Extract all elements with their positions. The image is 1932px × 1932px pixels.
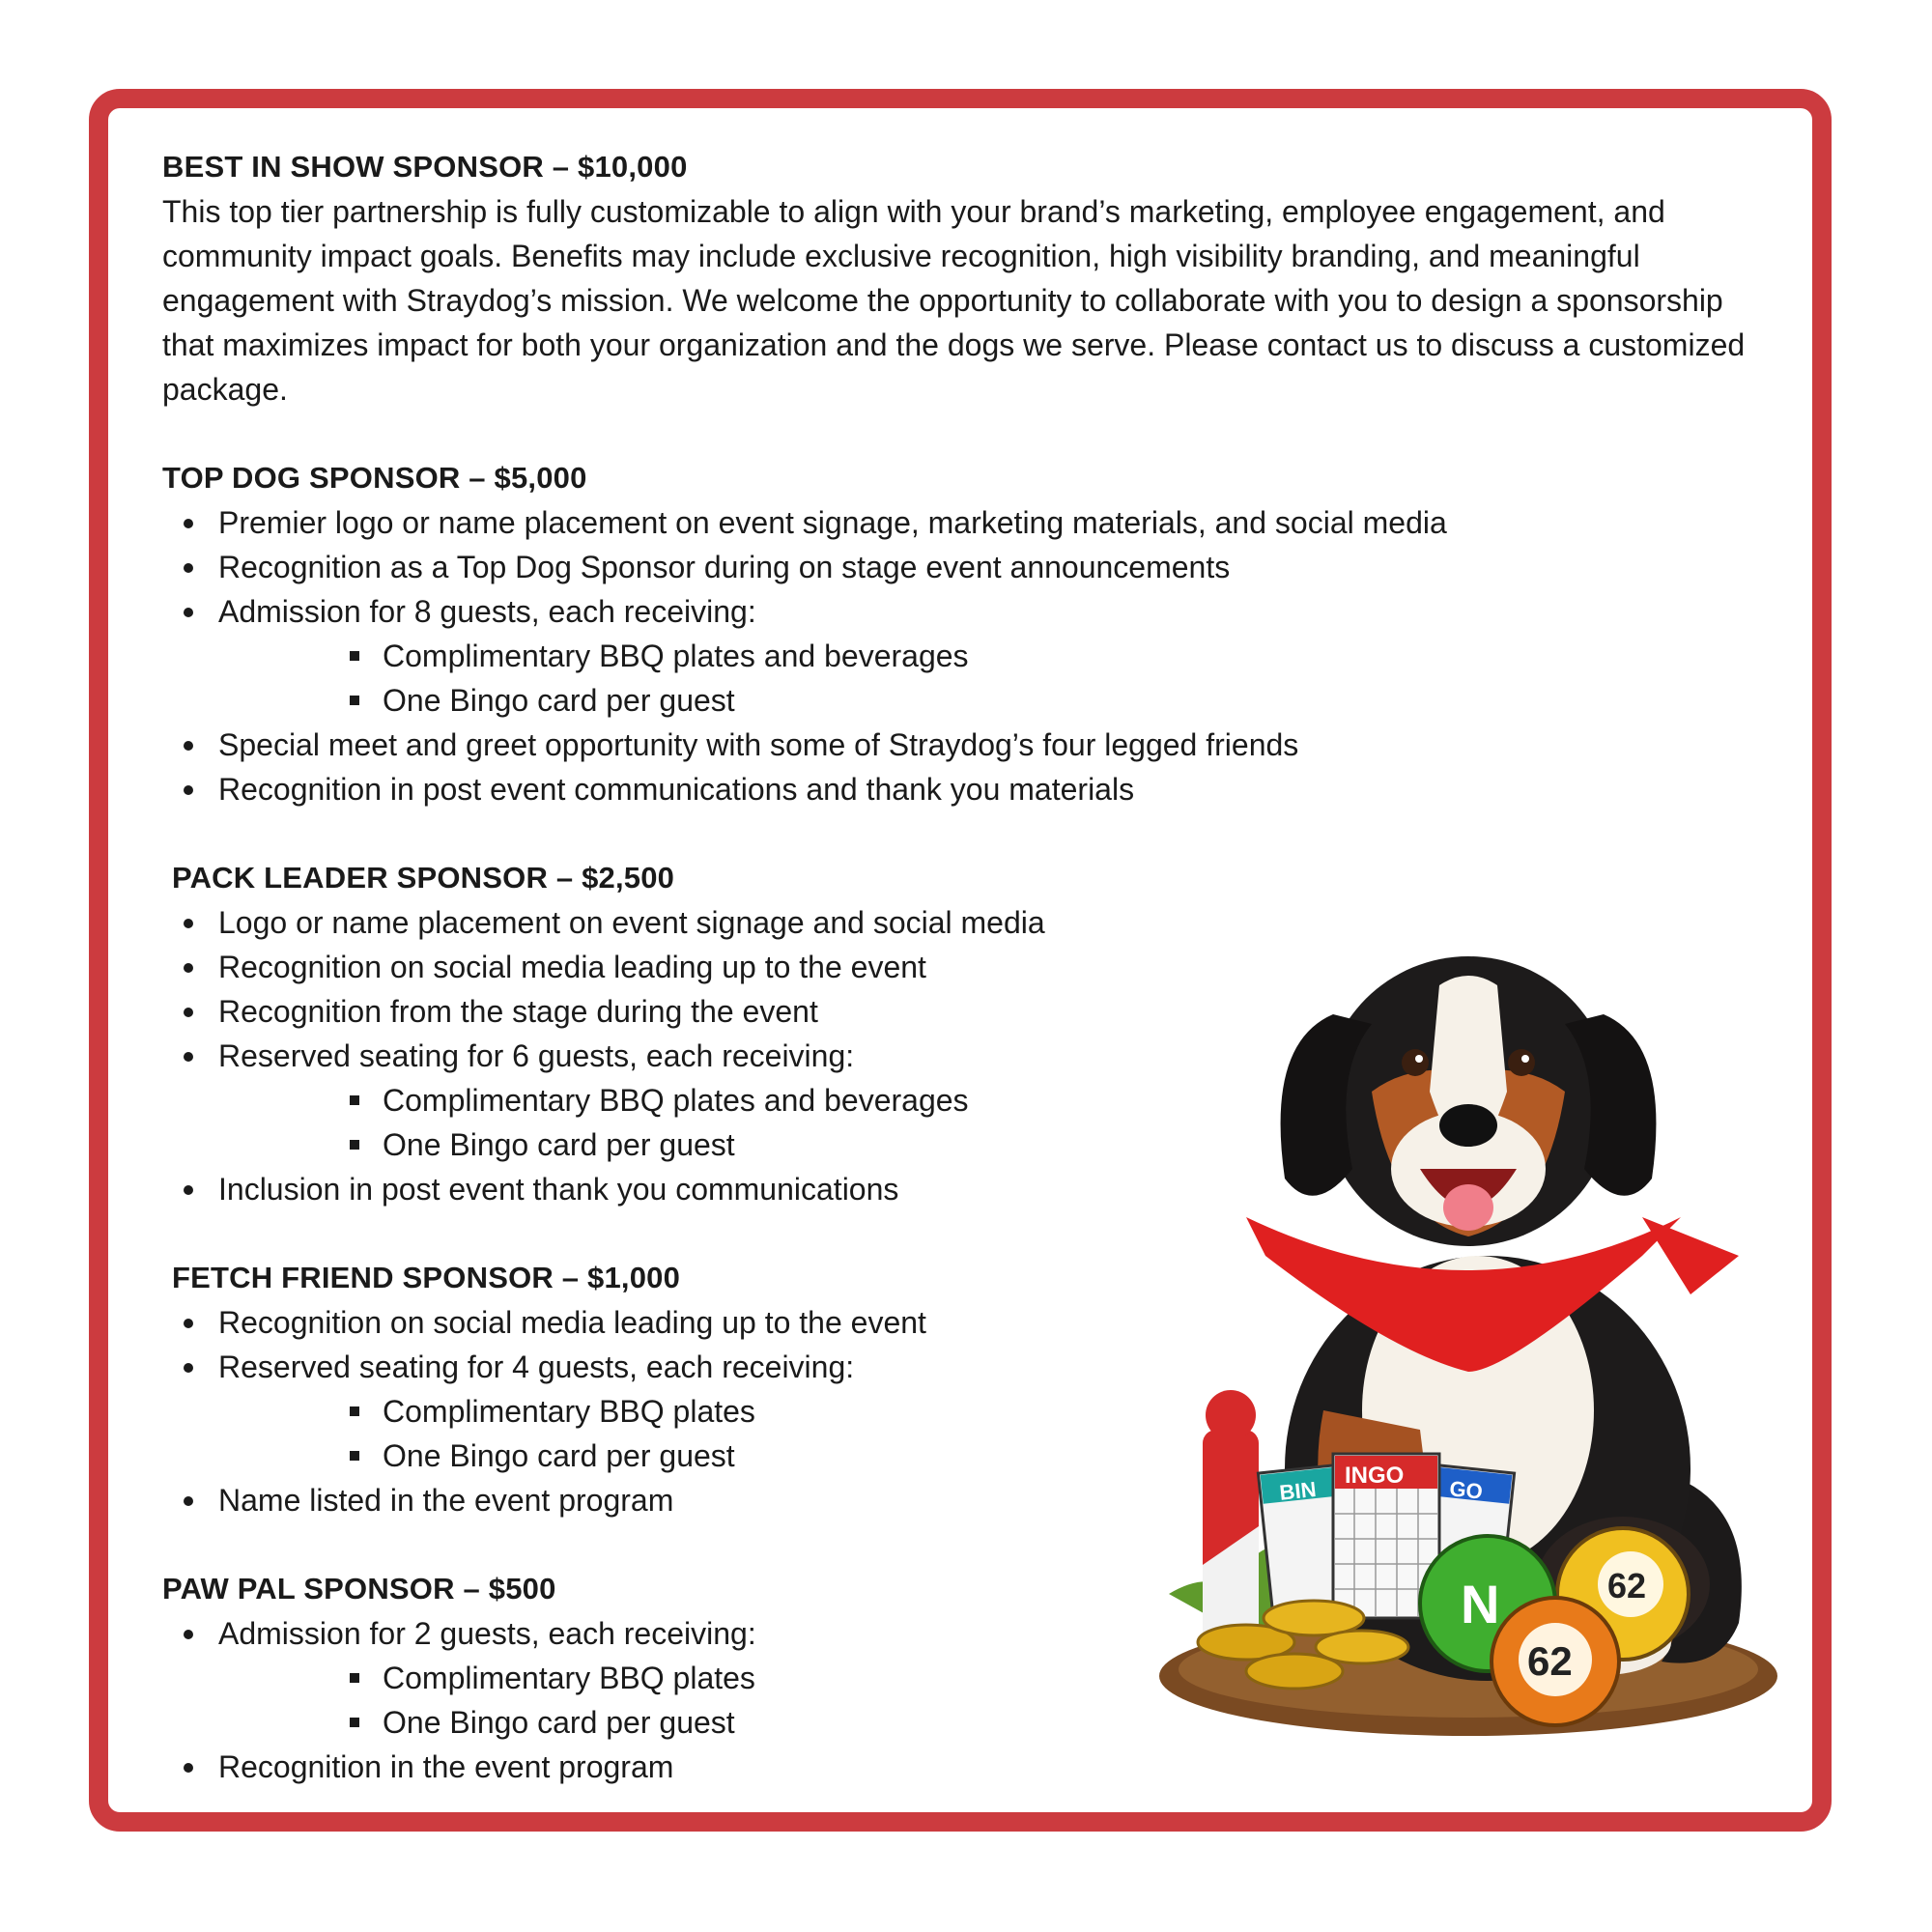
bingo-ball-number: 62 bbox=[1607, 1566, 1647, 1605]
tier-top-dog bbox=[162, 456, 1785, 811]
bingo-card-label: BIN bbox=[1278, 1477, 1318, 1505]
tier-title: FETCH FRIEND SPONSOR – $1,000 bbox=[172, 1261, 681, 1294]
list-item: Special meet and greet opportunity with some of Straydog’s four legged friends bbox=[162, 723, 1785, 767]
list-item: Premier logo or name placement on event signage, marketing materials, and social media bbox=[162, 500, 1785, 545]
list-item bbox=[162, 589, 1785, 723]
bingo-ball-number: 62 bbox=[1527, 1638, 1573, 1684]
list-item: One Bingo card per guest bbox=[218, 678, 1785, 723]
sub-benefit-list bbox=[218, 634, 1785, 723]
list-item: Complimentary BBQ plates bbox=[218, 1656, 1785, 1700]
dog-right-eye bbox=[1508, 1049, 1535, 1076]
list-item: Complimentary BBQ plates bbox=[218, 1389, 1785, 1434]
bandana-knot bbox=[1642, 1217, 1739, 1294]
tier-title: PACK LEADER SPONSOR – $2,500 bbox=[172, 861, 675, 895]
eye-highlight bbox=[1415, 1055, 1423, 1063]
tier-title: BEST IN SHOW SPONSOR – $10,000 bbox=[162, 150, 688, 184]
dog-tongue bbox=[1443, 1184, 1493, 1231]
list-item: Recognition in post event communications and thank you materials bbox=[162, 767, 1785, 811]
list-item: Recognition as a Top Dog Sponsor during on stage event announcements bbox=[162, 545, 1785, 589]
list-item: One Bingo card per guest bbox=[218, 1434, 1785, 1478]
list-item: Recognition on social media leading up to the event bbox=[162, 945, 1785, 989]
list-item: Recognition from the stage during the event bbox=[162, 989, 1785, 1034]
tier-best-in-show bbox=[162, 145, 1785, 412]
tier-title: TOP DOG SPONSOR – $5,000 bbox=[162, 461, 587, 495]
list-item: Inclusion in post event thank you communications bbox=[162, 1167, 1785, 1211]
list-item: Complimentary BBQ plates and beverages bbox=[218, 634, 1785, 678]
dog-nose bbox=[1439, 1104, 1497, 1147]
bingo-card-label: GO bbox=[1448, 1476, 1484, 1504]
list-item-label: Admission for 8 guests, each receiving: bbox=[218, 594, 756, 629]
list-item: One Bingo card per guest bbox=[218, 1700, 1785, 1745]
list-item: Complimentary BBQ plates and beverages bbox=[218, 1078, 1785, 1122]
benefit-list bbox=[162, 500, 1785, 811]
dauber-cap bbox=[1206, 1390, 1256, 1440]
dog-bingo-illustration bbox=[1101, 927, 1777, 1777]
list-item: One Bingo card per guest bbox=[218, 1122, 1785, 1167]
tier-description: This top tier partnership is fully customizable to align with your brand’s marketing, employee engagement, and community impact goals. Benefits may include exclusive recognition, high visibility branding, and meaningful engagement with Straydog’s mission. We welcome the opportunity to collaborate with you to design a sponsorship that maximizes impact for both your organization and the dogs we serve. Please contact us to discuss a customized package. bbox=[162, 194, 1746, 407]
tier-title: PAW PAL SPONSOR – $500 bbox=[162, 1572, 556, 1605]
bingo-ball-letter: N bbox=[1461, 1574, 1500, 1634]
list-item: Recognition on social media leading up to the event bbox=[162, 1300, 1785, 1345]
list-item-label: Reserved seating for 4 guests, each receiving: bbox=[218, 1350, 855, 1384]
list-item: Logo or name placement on event signage and social media bbox=[162, 900, 1785, 945]
eye-highlight bbox=[1521, 1055, 1529, 1063]
bingo-card-label: INGO bbox=[1345, 1463, 1405, 1489]
list-item-label: Reserved seating for 6 guests, each receiving: bbox=[218, 1038, 855, 1073]
list-item: Name listed in the event program bbox=[162, 1478, 1785, 1522]
list-item-label: Admission for 2 guests, each receiving: bbox=[218, 1616, 756, 1651]
list-item: Recognition in the event program bbox=[162, 1745, 1785, 1789]
dog-left-eye bbox=[1402, 1049, 1429, 1076]
